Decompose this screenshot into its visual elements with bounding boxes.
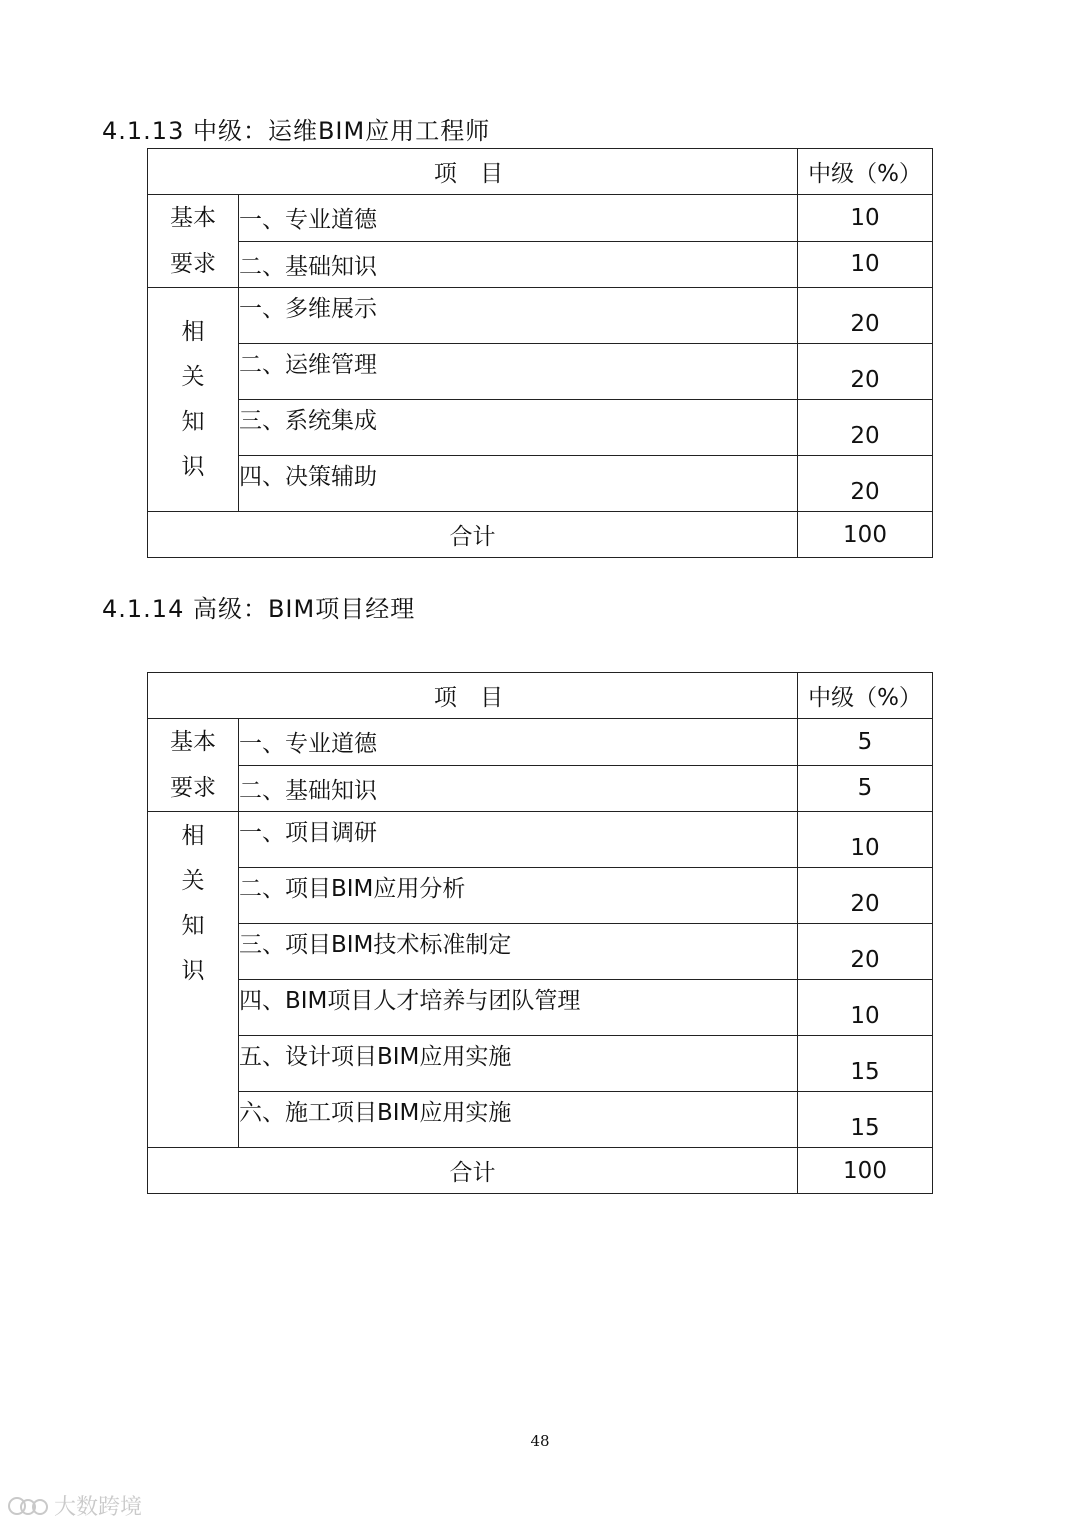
item-name: 二、基础知识	[239, 765, 798, 812]
table-row	[148, 288, 933, 344]
table-row	[148, 924, 933, 980]
watermark-logo-icon	[8, 1495, 50, 1517]
item-name: 一、多维展示	[239, 288, 798, 344]
table-row	[148, 1036, 933, 1092]
item-value: 10	[798, 812, 933, 868]
total-label: 合计	[148, 512, 798, 558]
table-row	[148, 456, 933, 512]
table-row	[148, 344, 933, 400]
total-label: 合计	[148, 1148, 798, 1194]
page-number: 48	[530, 1432, 550, 1450]
item-value: 20	[798, 288, 933, 344]
watermark	[8, 1490, 142, 1521]
item-value: 10	[798, 980, 933, 1036]
header-project: 项 目	[148, 149, 798, 195]
item-value: 20	[798, 456, 933, 512]
category-basic: 基本 要求	[148, 195, 239, 288]
item-name: 一、项目调研	[239, 812, 798, 868]
table-row	[148, 719, 933, 766]
category-basic: 基本 要求	[148, 719, 239, 812]
item-value: 20	[798, 400, 933, 456]
item-value: 5	[798, 719, 933, 766]
table-row	[148, 868, 933, 924]
item-value: 10	[798, 241, 933, 288]
item-name: 四、BIM项目人才培养与团队管理	[239, 980, 798, 1036]
table-row	[148, 765, 933, 812]
table-header-row	[148, 673, 933, 719]
header-level: 中级（%）	[798, 673, 933, 719]
item-name: 二、项目BIM应用分析	[239, 868, 798, 924]
item-value: 20	[798, 868, 933, 924]
item-name: 一、专业道德	[239, 719, 798, 766]
item-name: 一、专业道德	[239, 195, 798, 242]
item-value: 20	[798, 344, 933, 400]
total-row	[148, 512, 933, 558]
item-value: 20	[798, 924, 933, 980]
item-name: 五、设计项目BIM应用实施	[239, 1036, 798, 1092]
table-row	[148, 195, 933, 242]
item-value: 15	[798, 1092, 933, 1148]
item-name: 三、系统集成	[239, 400, 798, 456]
item-value: 15	[798, 1036, 933, 1092]
total-value: 100	[798, 1148, 933, 1194]
table-row	[148, 980, 933, 1036]
item-value: 5	[798, 765, 933, 812]
item-name: 六、施工项目BIM应用实施	[239, 1092, 798, 1148]
header-level: 中级（%）	[798, 149, 933, 195]
item-name: 二、基础知识	[239, 241, 798, 288]
watermark-text: 大数跨境	[54, 1495, 143, 1520]
table-row	[148, 400, 933, 456]
weights-table-4-1-14	[147, 672, 933, 1194]
section-heading-4-1-14: 4.1.14 高级：BIM项目经理	[102, 595, 416, 623]
total-row	[148, 1148, 933, 1194]
item-value: 10	[798, 195, 933, 242]
category-related: 相 关 知 识	[148, 812, 239, 1148]
weights-table-4-1-13	[147, 148, 933, 558]
table-row	[148, 241, 933, 288]
table-header-row	[148, 149, 933, 195]
item-name: 三、项目BIM技术标准制定	[239, 924, 798, 980]
header-project: 项 目	[148, 673, 798, 719]
section-heading-4-1-13: 4.1.13 中级：运维BIM应用工程师	[102, 117, 491, 145]
table-row	[148, 1092, 933, 1148]
item-name: 四、决策辅助	[239, 456, 798, 512]
table-row	[148, 812, 933, 868]
category-related: 相 关 知 识	[148, 288, 239, 512]
item-name: 二、运维管理	[239, 344, 798, 400]
total-value: 100	[798, 512, 933, 558]
